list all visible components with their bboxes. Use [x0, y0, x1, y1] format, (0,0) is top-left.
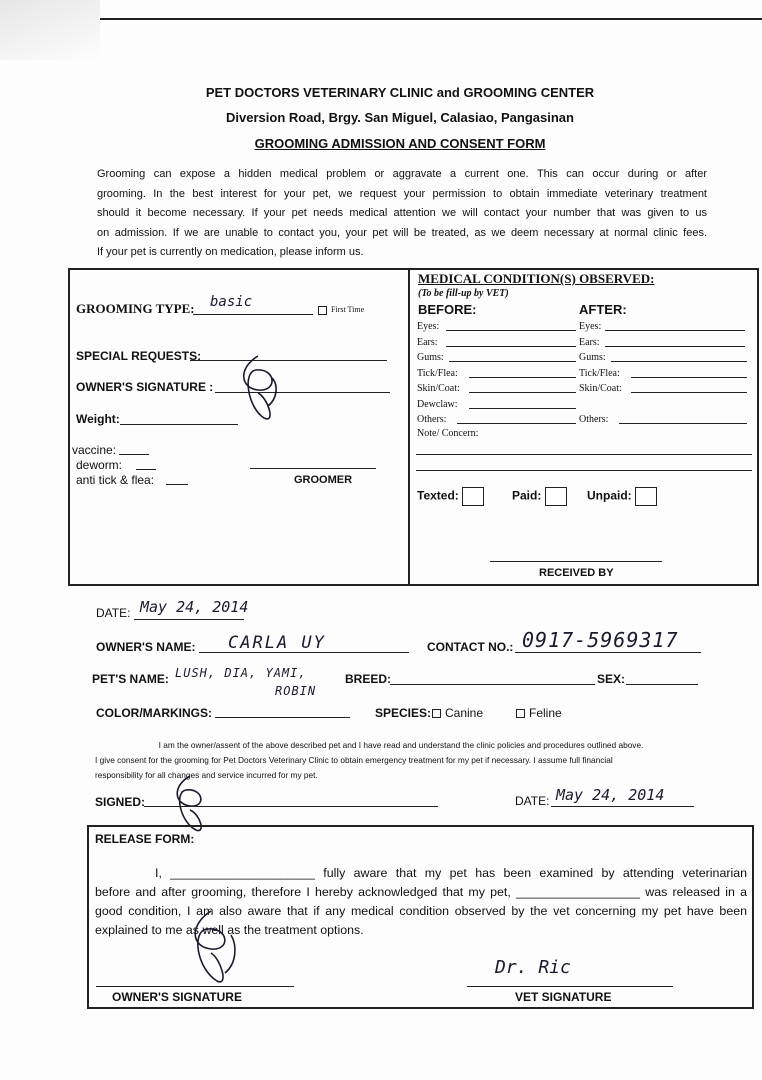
release-line: explained to me as well as the treatment options.	[95, 923, 364, 937]
after-others: Others:	[579, 412, 622, 428]
intro-line: grooming. In the best interest for your pet, we request your permission to obtain immediate veterinary treatment	[97, 187, 707, 200]
unpaid-label: Unpaid:	[587, 488, 632, 503]
pet-name-value-2[interactable]: ROBIN	[275, 684, 317, 698]
medical-subtitle: (To be fill-up by VET)	[418, 288, 509, 299]
clinic-name: PET DOCTORS VETERINARY CLINIC and GROOMING CENTER	[205, 85, 595, 100]
feline-label: Feline	[529, 706, 562, 720]
sex-line	[626, 684, 698, 685]
clinic-address: Diversion Road, Brgy. San Miguel, Calasiao, Pangasinan	[226, 110, 574, 125]
owner-name-value[interactable]: CARLA UY	[228, 633, 326, 653]
release-owner-signature-label: OWNER'S SIGNATURE	[112, 990, 242, 1004]
canine-checkbox[interactable]	[432, 709, 441, 718]
vaccine-line	[119, 454, 149, 455]
before-tick: Tick/Flea:	[417, 366, 460, 382]
release-line: good condition, I am also aware that if any medical condition observed by the vet concerning my pet have been	[95, 904, 747, 918]
after-spacer	[579, 397, 622, 413]
intro-line: If your pet is currently on medication, please inform us.	[97, 246, 364, 258]
texted-checkbox[interactable]	[462, 487, 484, 506]
paper-fold-shadow	[0, 0, 100, 60]
weight-line	[120, 424, 238, 425]
texted-label: Texted:	[417, 488, 459, 503]
color-markings-line	[215, 717, 350, 718]
canine-label: Canine	[445, 706, 484, 720]
field-line	[619, 423, 747, 424]
after-tick: Tick/Flea:	[579, 366, 622, 382]
paper-top-edge	[100, 18, 762, 20]
release-line: I, _____________________ fully aware that my pet has been examined by attending veterinarian	[155, 866, 747, 880]
note-line-1	[416, 454, 752, 455]
after-gums: Gums:	[579, 350, 622, 366]
received-by-line	[490, 561, 662, 562]
feline-checkbox[interactable]	[516, 709, 525, 718]
date-label: DATE:	[96, 606, 131, 620]
field-line	[605, 330, 745, 331]
contact-line	[515, 652, 701, 653]
field-line	[631, 377, 747, 378]
anti-tick-label: anti tick & flea:	[76, 473, 155, 487]
field-line	[446, 346, 576, 347]
pet-name-value[interactable]: LUSH, DIA, YAMI,	[175, 666, 307, 680]
field-line	[605, 346, 745, 347]
first-time-option[interactable]	[318, 305, 364, 315]
consent-line: I give consent for the grooming for Pet Doctors Veterinary Clinic to obtain emergency treatment for my pet if necessary. I assume full financial	[95, 755, 613, 765]
intro-line: Grooming can expose a hidden medical problem or aggravate a current one. This can occur during or after	[97, 168, 707, 180]
after-skin: Skin/Coat:	[579, 381, 622, 397]
contact-label: CONTACT NO.:	[427, 640, 514, 654]
paid-checkbox[interactable]	[545, 487, 567, 506]
consent-line: responsibility for all changes and service incurred for my pet.	[95, 770, 318, 780]
special-requests-label: SPECIAL REQUESTS:	[76, 349, 202, 363]
grooming-type-value[interactable]: basic	[210, 294, 253, 310]
field-line	[631, 392, 747, 393]
vet-signature-value[interactable]: Dr. Ric	[495, 957, 571, 978]
signed-label: SIGNED:	[95, 795, 146, 809]
deworm-label: deworm:	[76, 458, 123, 472]
release-owner-signature-line	[96, 986, 294, 987]
field-line	[611, 361, 747, 362]
after-ears: Ears:	[579, 335, 622, 351]
unpaid-checkbox[interactable]	[635, 487, 657, 506]
field-line	[457, 423, 576, 424]
pet-name-label: PET'S NAME:	[92, 672, 169, 686]
first-time-label: First Time	[331, 305, 365, 314]
vet-signature-label: VET SIGNATURE	[515, 990, 612, 1004]
field-line	[449, 361, 576, 362]
feline-option[interactable]	[516, 706, 562, 720]
received-by-label: RECEIVED BY	[539, 567, 614, 579]
breed-line	[390, 684, 595, 685]
grooming-type-line	[193, 314, 313, 315]
field-line	[469, 408, 576, 409]
groomer-line	[250, 468, 376, 469]
before-dewclaw: Dewclaw:	[417, 397, 460, 413]
before-others: Others:	[417, 412, 460, 428]
groomer-label: GROOMER	[294, 474, 353, 486]
first-time-checkbox[interactable]	[318, 306, 327, 315]
color-markings-label: COLOR/MARKINGS:	[96, 706, 212, 720]
before-fields	[417, 319, 460, 428]
date-line	[134, 619, 244, 620]
paid-option[interactable]	[512, 487, 567, 506]
before-gums: Gums:	[417, 350, 460, 366]
before-eyes: Eyes:	[417, 319, 460, 335]
field-line	[469, 392, 576, 393]
paid-label: Paid:	[512, 488, 542, 503]
species-label: SPECIES:	[375, 706, 432, 720]
canine-option[interactable]	[432, 706, 483, 720]
owner-name-label: OWNER'S NAME:	[96, 640, 196, 654]
intro-paragraph	[97, 165, 707, 263]
before-ears: Ears:	[417, 335, 460, 351]
anti-tick-line	[166, 484, 188, 485]
note-label: Note/ Concern:	[417, 428, 479, 439]
release-line: before and after grooming, therefore I hereby acknowledged that my pet, __________________ was released in a	[95, 885, 747, 899]
consent-date-value[interactable]: May 24, 2014	[556, 786, 665, 804]
consent-line: I am the owner/assent of the above described pet and I have read and understand the clinic policies and procedures outlined above.	[158, 740, 644, 750]
release-signature-scribble	[175, 905, 255, 995]
owner-signature-scribble	[228, 348, 298, 428]
consent-date-label: DATE:	[515, 794, 550, 808]
field-line	[446, 330, 576, 331]
box-divider	[408, 268, 410, 584]
intro-line: on admission. If we are unable to contact you, your pet will be treated, as we deem necessary at normal clinic fees.	[97, 226, 707, 239]
intro-line: should it become necessary. If your pet needs medical attention we will contact your number that was given to us	[97, 207, 707, 219]
before-label: BEFORE:	[418, 302, 477, 317]
before-skin: Skin/Coat:	[417, 381, 460, 397]
after-eyes: Eyes:	[579, 319, 622, 335]
contact-value[interactable]: 0917-5969317	[522, 628, 679, 652]
date-value[interactable]: May 24, 2014	[140, 598, 249, 616]
owner-signature-label: OWNER'S SIGNATURE :	[76, 380, 214, 394]
medical-title: MEDICAL CONDITION(S) OBSERVED:	[418, 271, 655, 286]
note-line-2	[416, 470, 752, 471]
after-label: AFTER:	[579, 302, 627, 317]
weight-label: Weight:	[76, 412, 120, 426]
form-title: GROOMING ADMISSION AND CONSENT FORM	[254, 136, 546, 151]
vet-signature-line	[467, 986, 673, 987]
texted-option[interactable]	[417, 487, 484, 506]
sex-label: SEX:	[597, 672, 626, 686]
consent-date-line	[551, 806, 694, 807]
unpaid-option[interactable]	[587, 487, 657, 506]
breed-label: BREED:	[345, 672, 392, 686]
deworm-line	[136, 469, 156, 470]
release-title: RELEASE FORM:	[95, 832, 195, 846]
field-line	[469, 377, 576, 378]
vaccine-label: vaccine:	[72, 443, 117, 457]
after-fields	[579, 319, 622, 428]
grooming-type-label: GROOMING TYPE:	[76, 301, 195, 316]
